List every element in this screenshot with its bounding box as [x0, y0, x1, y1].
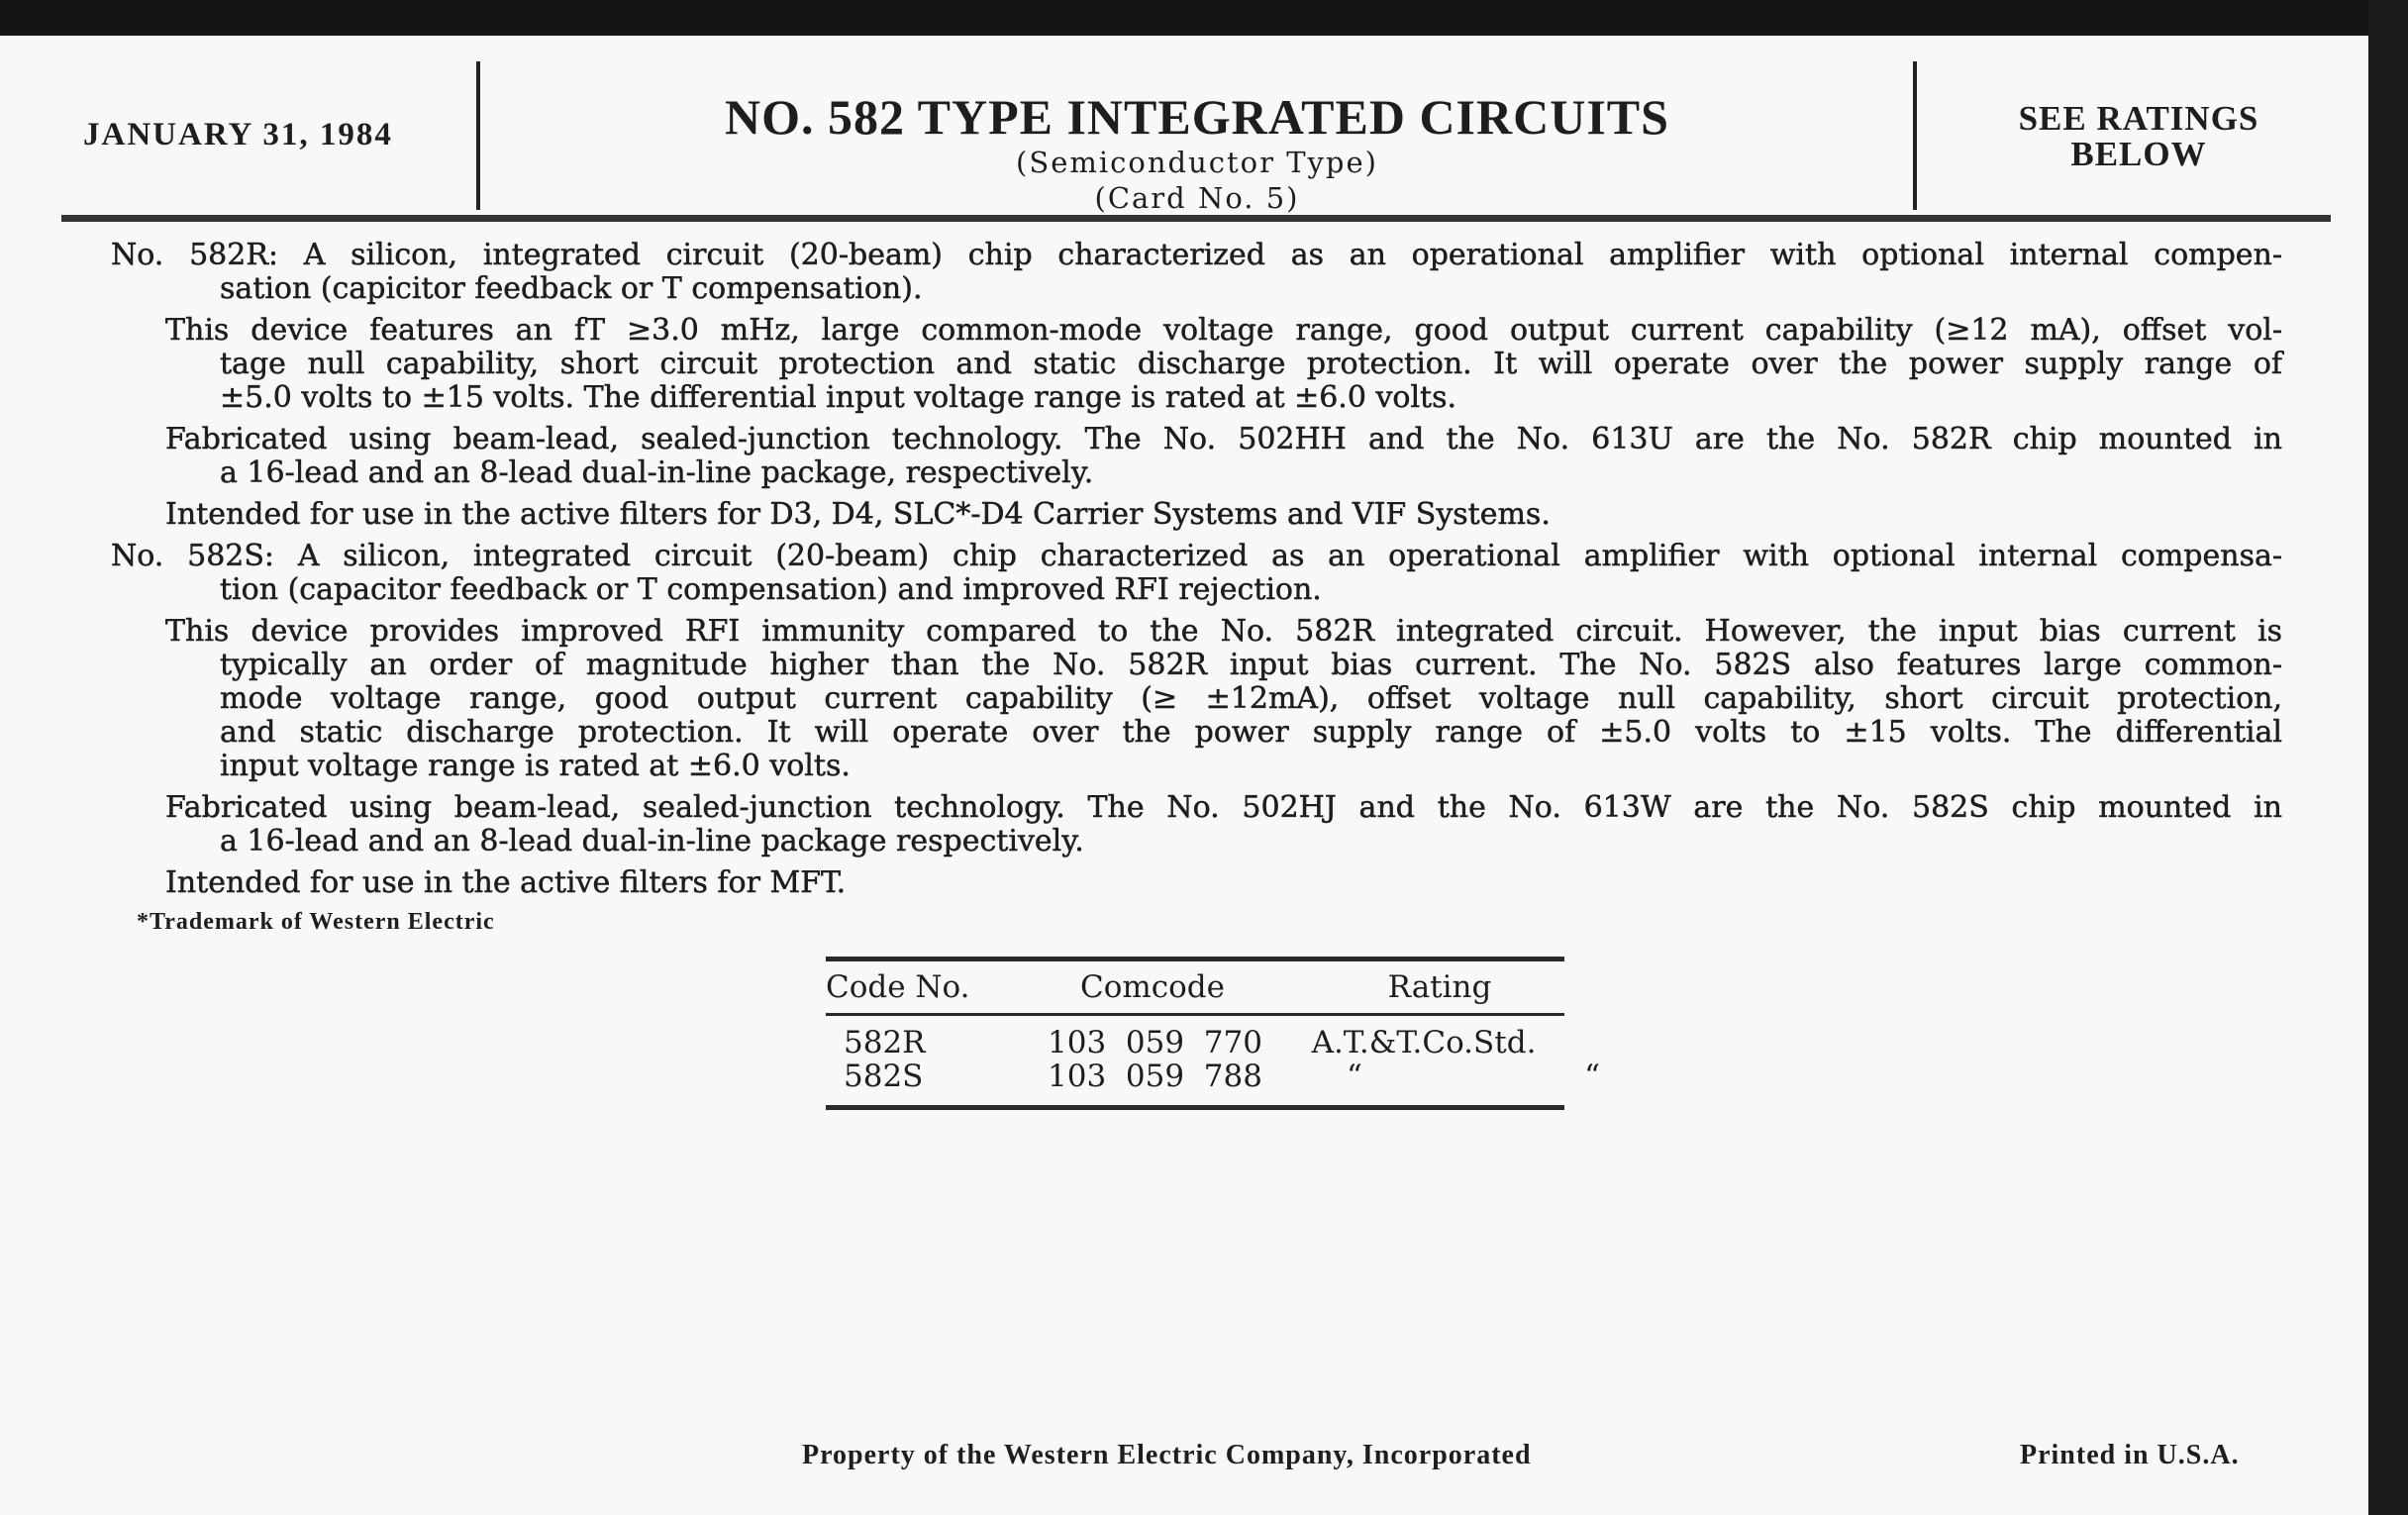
header-divider-right	[1913, 61, 1917, 210]
scan-top-border	[0, 0, 2408, 36]
card-date: JANUARY 31, 1984	[83, 117, 393, 152]
paragraph-line: No. 582S: A silicon, integrated circuit (20-beam) chip characterized as an operational amplifier with optional internal compensa-	[111, 539, 2282, 573]
page-title: NO. 582 TYPE INTEGRATED CIRCUITS	[725, 89, 1669, 145]
rating-cell	[1297, 1060, 1630, 1093]
description-paragraph	[111, 239, 2282, 306]
paragraph-line: This device features an fT ≥3.0 mHz, large common-mode voltage range, good output current capability (≥12 mA), offset vol-	[165, 313, 2282, 348]
paragraph-line: Fabricated using beam-lead, sealed-junction technology. The No. 502HJ and the No. 613W are the No. 582S chip mounted in	[165, 790, 2282, 825]
table-row	[826, 1059, 1600, 1094]
paragraph-line: a 16-lead and an 8-lead dual-in-line package respectively.	[220, 824, 1084, 858]
rating-cell: A.T.&T.Co.Std.	[1311, 1025, 1537, 1060]
table-bottom-rule	[826, 1105, 1564, 1110]
header-code-no: Code No.	[826, 969, 970, 1005]
ratings-note-line1: SEE RATINGS	[2018, 99, 2259, 138]
description-paragraph	[111, 791, 2282, 858]
paragraph-line: tion (capacitor feedback or T compensation) and improved RFI rejection.	[220, 572, 1322, 607]
paragraph-line: No. 582R: A silicon, integrated circuit (20-beam) chip characterized as an operational amplifier with optional internal compen-	[111, 238, 2282, 272]
comcode-cell: 103 059 788	[1048, 1059, 1262, 1094]
header-divider-left	[476, 61, 480, 210]
code-no-cell: 582R	[844, 1025, 926, 1060]
paragraph-line: This device provides improved RFI immunity compared to the No. 582R integrated circuit. However, the input bias current is	[165, 614, 2282, 649]
description-paragraph	[111, 866, 2282, 900]
description-paragraph	[111, 314, 2282, 415]
paragraph-line: and static discharge protection. It will operate over the power supply range of ±5.0 volts to ±15 volts. The differential	[220, 715, 2282, 750]
header-rating: Rating	[1387, 969, 1492, 1005]
comcode-cell: 103 059 770	[1048, 1025, 1262, 1060]
description-paragraph	[111, 498, 2282, 532]
paragraph-line: Fabricated using beam-lead, sealed-junction technology. The No. 502HH and the No. 613U are the No. 582R chip mounted in	[165, 422, 2282, 456]
page-subtitle: (Semiconductor Type)	[1016, 146, 1378, 179]
table-header-row	[826, 961, 1564, 1013]
ditto-mark: “	[1584, 1059, 1600, 1094]
header-rule	[61, 215, 2331, 222]
printed-in-notice: Printed in U.S.A.	[2020, 1440, 2240, 1470]
paragraph-line: a 16-lead and an 8-lead dual-in-line package, respectively.	[220, 455, 1094, 490]
table-row	[826, 1026, 1564, 1060]
header-title-block	[481, 89, 1913, 216]
description-body	[111, 239, 2282, 908]
paragraph-line: ±5.0 volts to ±15 volts. The differential input voltage range is rated at ±6.0 volts.	[220, 380, 1457, 415]
card-number: (Card No. 5)	[1094, 181, 1300, 215]
trademark-footnote: *Trademark of Western Electric	[137, 909, 495, 935]
ditto-mark: “	[1347, 1059, 1362, 1094]
header-comcode: Comcode	[1080, 969, 1225, 1005]
paragraph-line: sation (capicitor feedback or T compensation).	[220, 271, 923, 306]
code-no-cell: 582S	[844, 1059, 924, 1094]
paragraph-line: tage null capability, short circuit protection and static discharge protection. It will operate over the power supply range of	[220, 347, 2282, 381]
ratings-table	[826, 957, 1600, 1110]
paragraph-line: Intended for use in the active filters for MFT.	[165, 865, 847, 900]
ratings-note	[1921, 101, 2357, 172]
description-paragraph	[111, 423, 2282, 490]
property-notice: Property of the Western Electric Company, Incorporated	[802, 1440, 1532, 1470]
description-paragraph	[111, 540, 2282, 607]
paragraph-line: input voltage range is rated at ±6.0 volts.	[220, 749, 851, 783]
paragraph-line: mode voltage range, good output current capability (≥ ±12mA), offset voltage null capability, short circuit protection,	[220, 681, 2282, 716]
scan-right-border	[2368, 0, 2408, 1515]
paragraph-line: typically an order of magnitude higher than the No. 582R input bias current. The No. 582S also features large common-	[220, 648, 2282, 682]
ratings-note-line2: BELOW	[2070, 135, 2207, 173]
description-paragraph	[111, 615, 2282, 783]
table-header-rule	[826, 1013, 1564, 1016]
paragraph-line: Intended for use in the active filters for D3, D4, SLC*-D4 Carrier Systems and VIF Systems.	[165, 497, 1551, 532]
